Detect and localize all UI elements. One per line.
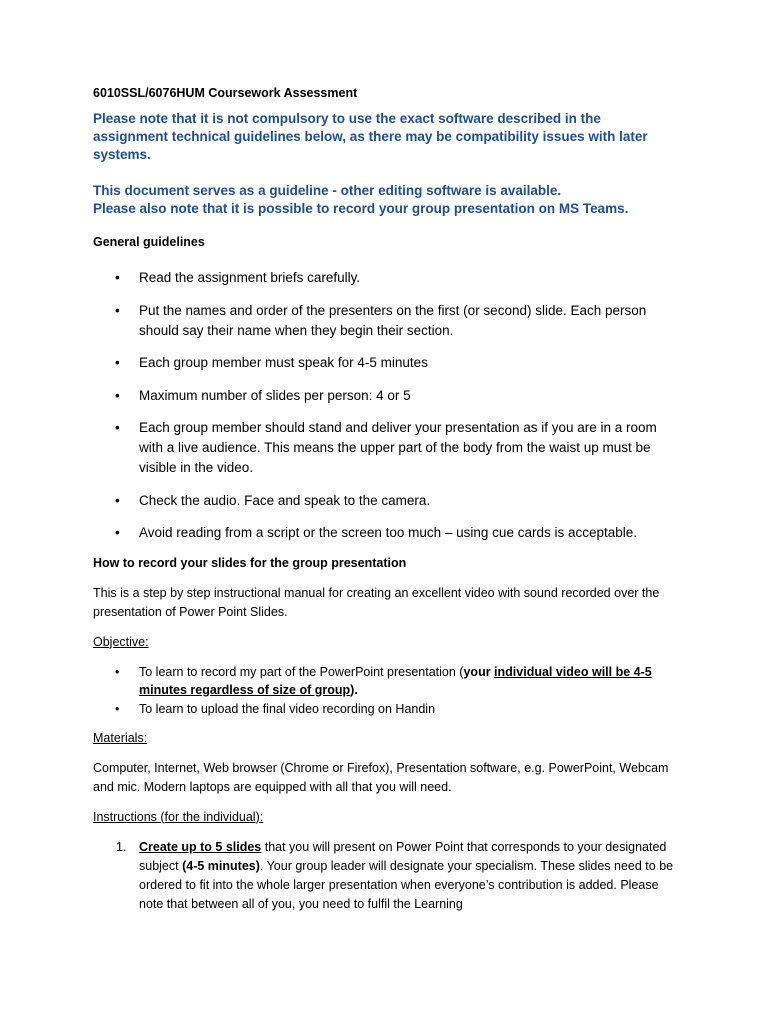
list-item: • Each group member should stand and deliver your presentation as if you are in a room with a live audience. This means the upper part of the body from the waist up must be visible in the video. (115, 420, 657, 475)
howto-heading: How to record your slides for the group presentation (93, 555, 407, 570)
step-number: 1. (116, 839, 127, 854)
materials-text: Computer, Internet, Web browser (Chrome or Firefox), Presentation software, e.g. PowerPoint, Webcam and mic. Modern laptops are equipped with all that you will need. (93, 760, 669, 794)
general-guidelines-heading: General guidelines (93, 235, 205, 249)
document-title: 6010SSL/6076HUM Coursework Assessment (93, 86, 358, 100)
document-body (93, 86, 678, 914)
list-item: • To learn to record my part of the PowerPoint presentation (your individual video will be 4-5 minutes regardless of size of group). (115, 664, 652, 697)
materials-heading: Materials: (93, 730, 148, 745)
software-notice (93, 110, 678, 218)
notice-ms-teams: Please also note that it is possible to record your group presentation on MS Teams. (93, 201, 629, 216)
instructions-list (93, 838, 678, 914)
bullet-icon: • (115, 664, 120, 679)
list-item: • Each group member must speak for 4-5 minutes (93, 353, 678, 373)
bullet-icon: • (115, 355, 120, 370)
bullet-icon: • (115, 387, 120, 403)
notice-guideline: This document serves as a guideline - other editing software is available. (93, 183, 562, 198)
bullet-icon: • (115, 420, 120, 435)
objective-heading: Objective: (93, 634, 149, 649)
list-item: • Check the audio. Face and speak to the camera. (93, 491, 678, 511)
bullet-icon: • (115, 492, 120, 508)
list-item: • To learn to upload the final video recording on Handin (115, 701, 436, 716)
list-item: • Put the names and order of the presenters on the first (or second) slide. Each person should say their name when they begin their section. (115, 302, 647, 338)
bullet-icon: • (115, 525, 120, 540)
notice-compatibility: Please note that it is not compulsory to use the exact software described in the assignment technical guidelines below, as there may be compatibility issues with later systems. (93, 111, 648, 162)
objective-list (93, 663, 678, 718)
bullet-icon: • (115, 302, 120, 318)
instructions-heading: Instructions (for the individual): (93, 809, 264, 824)
bullet-icon: • (115, 701, 120, 716)
list-item: • Avoid reading from a script or the screen too much – using cue cards is acceptable. (93, 523, 678, 543)
list-item: • Maximum number of slides per person: 4 or 5 (93, 386, 678, 406)
list-item: • Read the assignment briefs carefully. (93, 268, 678, 288)
list-item: 1. Create up to 5 slides that you will present on Power Point that corresponds to your designated subject (4-5 minutes). Your group leader will designate your specialism. These slides need to be ordered to fit into the whole larger presentation when everyone’s contribution is added. Please note that between all of you, you need to fulfil the Learning (116, 839, 674, 911)
howto-intro: This is a step by step instructional manual for creating an excellent video with sound recorded over the presentation of Power Point Slides. (93, 585, 660, 619)
general-guidelines-list (93, 268, 678, 543)
bullet-icon: • (115, 270, 120, 285)
